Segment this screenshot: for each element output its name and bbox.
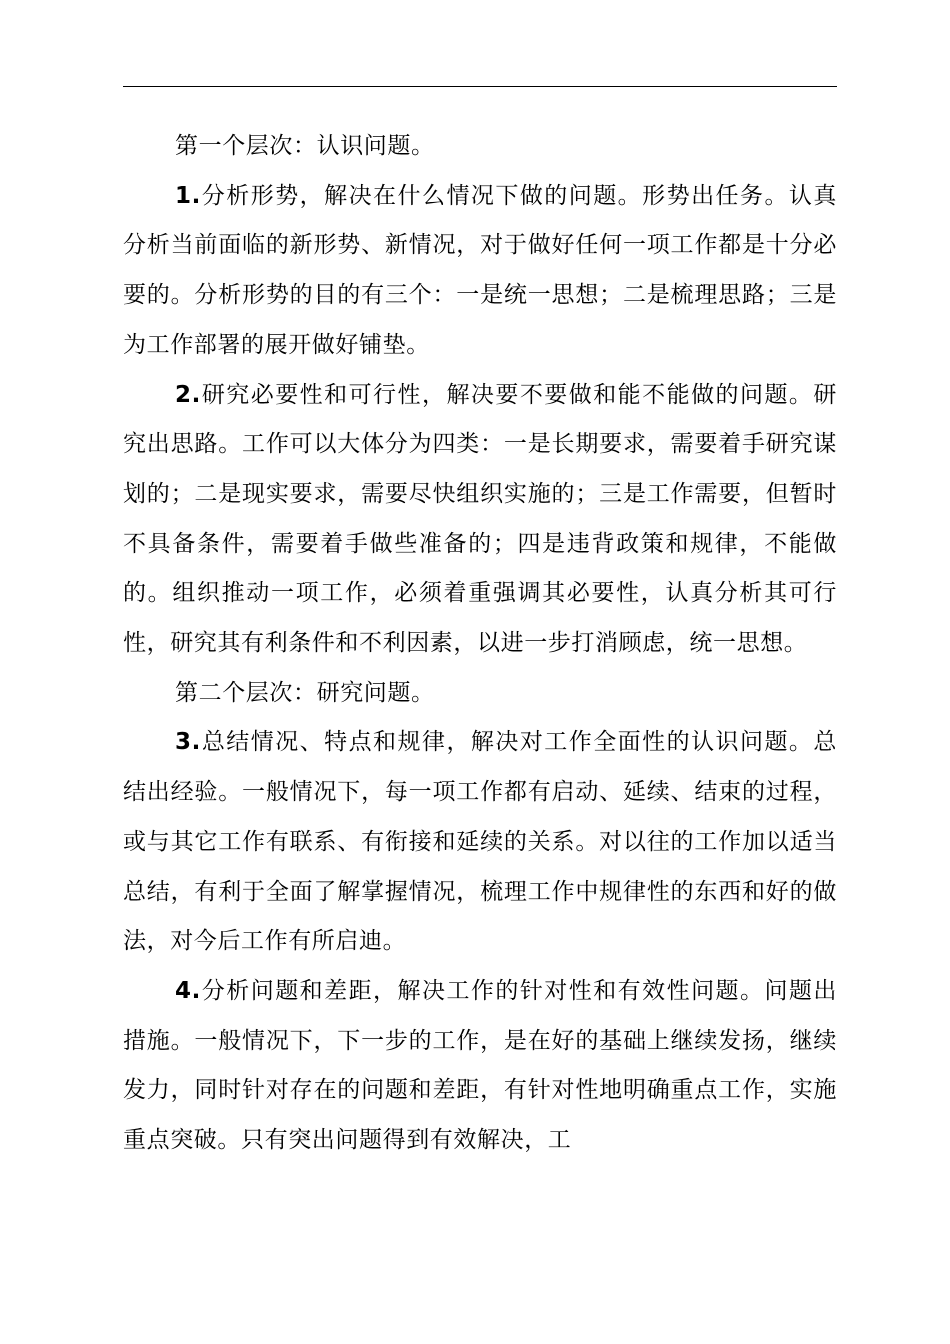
paragraph-1 — [123, 172, 837, 371]
paragraph-text: 研究必要性和可行性，解决要不要做和能不能做的问题。研究出思路。工作可以大体分为四类：一是长期要求，需要着手研究谋划的；二是现实要求，需要尽快组织实施的；三是工作需要，但暂时不具备条件，需要着手做些准备的；四是违背政策和规律，不能做的。组织推动一项工作，必须着重强调其必要性，认真分析其可行性，研究其有利条件和不利因素，以进一步打消顾虑，统一思想。 — [123, 381, 837, 657]
paragraph-text: 总结情况、特点和规律，解决对工作全面性的认识问题。总结出经验。一般情况下，每一项工作都有启动、延续、结束的过程，或与其它工作有联系、有衔接和延续的关系。对以往的工作加以适当总结，有利于全面了解掌握情况，梳理工作中规律性的东西和好的做法，对今后工作有所启迪。 — [123, 729, 837, 955]
paragraph-text: 分析形势，解决在什么情况下做的问题。形势出任务。认真分析当前面临的新形势、新情况，对于做好任何一项工作都是十分必要的。分析形势的目的有三个：一是统一思想；二是梳理思路；三是为工作部署的展开做好铺垫。 — [123, 182, 837, 358]
section-heading-1: 第一个层次：认识问题。 — [175, 133, 435, 159]
section-heading-2: 第二个层次：研究问题。 — [175, 679, 435, 706]
paragraph-number: 3. — [175, 729, 201, 756]
paragraph-4 — [123, 967, 837, 1166]
header-rule — [123, 86, 837, 87]
paragraph-3 — [123, 718, 837, 967]
paragraph-text: 分析问题和差距，解决工作的针对性和有效性问题。问题出措施。一般情况下，下一步的工作，是在好的基础上继续发扬，继续发力，同时针对存在的问题和差距，有针对性地明确重点工作，实施重点突破。只有突出问题得到有效解决，工 — [123, 977, 837, 1154]
paragraph-number: 2. — [175, 381, 201, 408]
paragraph-number: 1. — [175, 182, 201, 209]
document-body — [123, 122, 837, 1166]
paragraph-2 — [123, 371, 837, 669]
paragraph-number: 4. — [175, 977, 201, 1004]
